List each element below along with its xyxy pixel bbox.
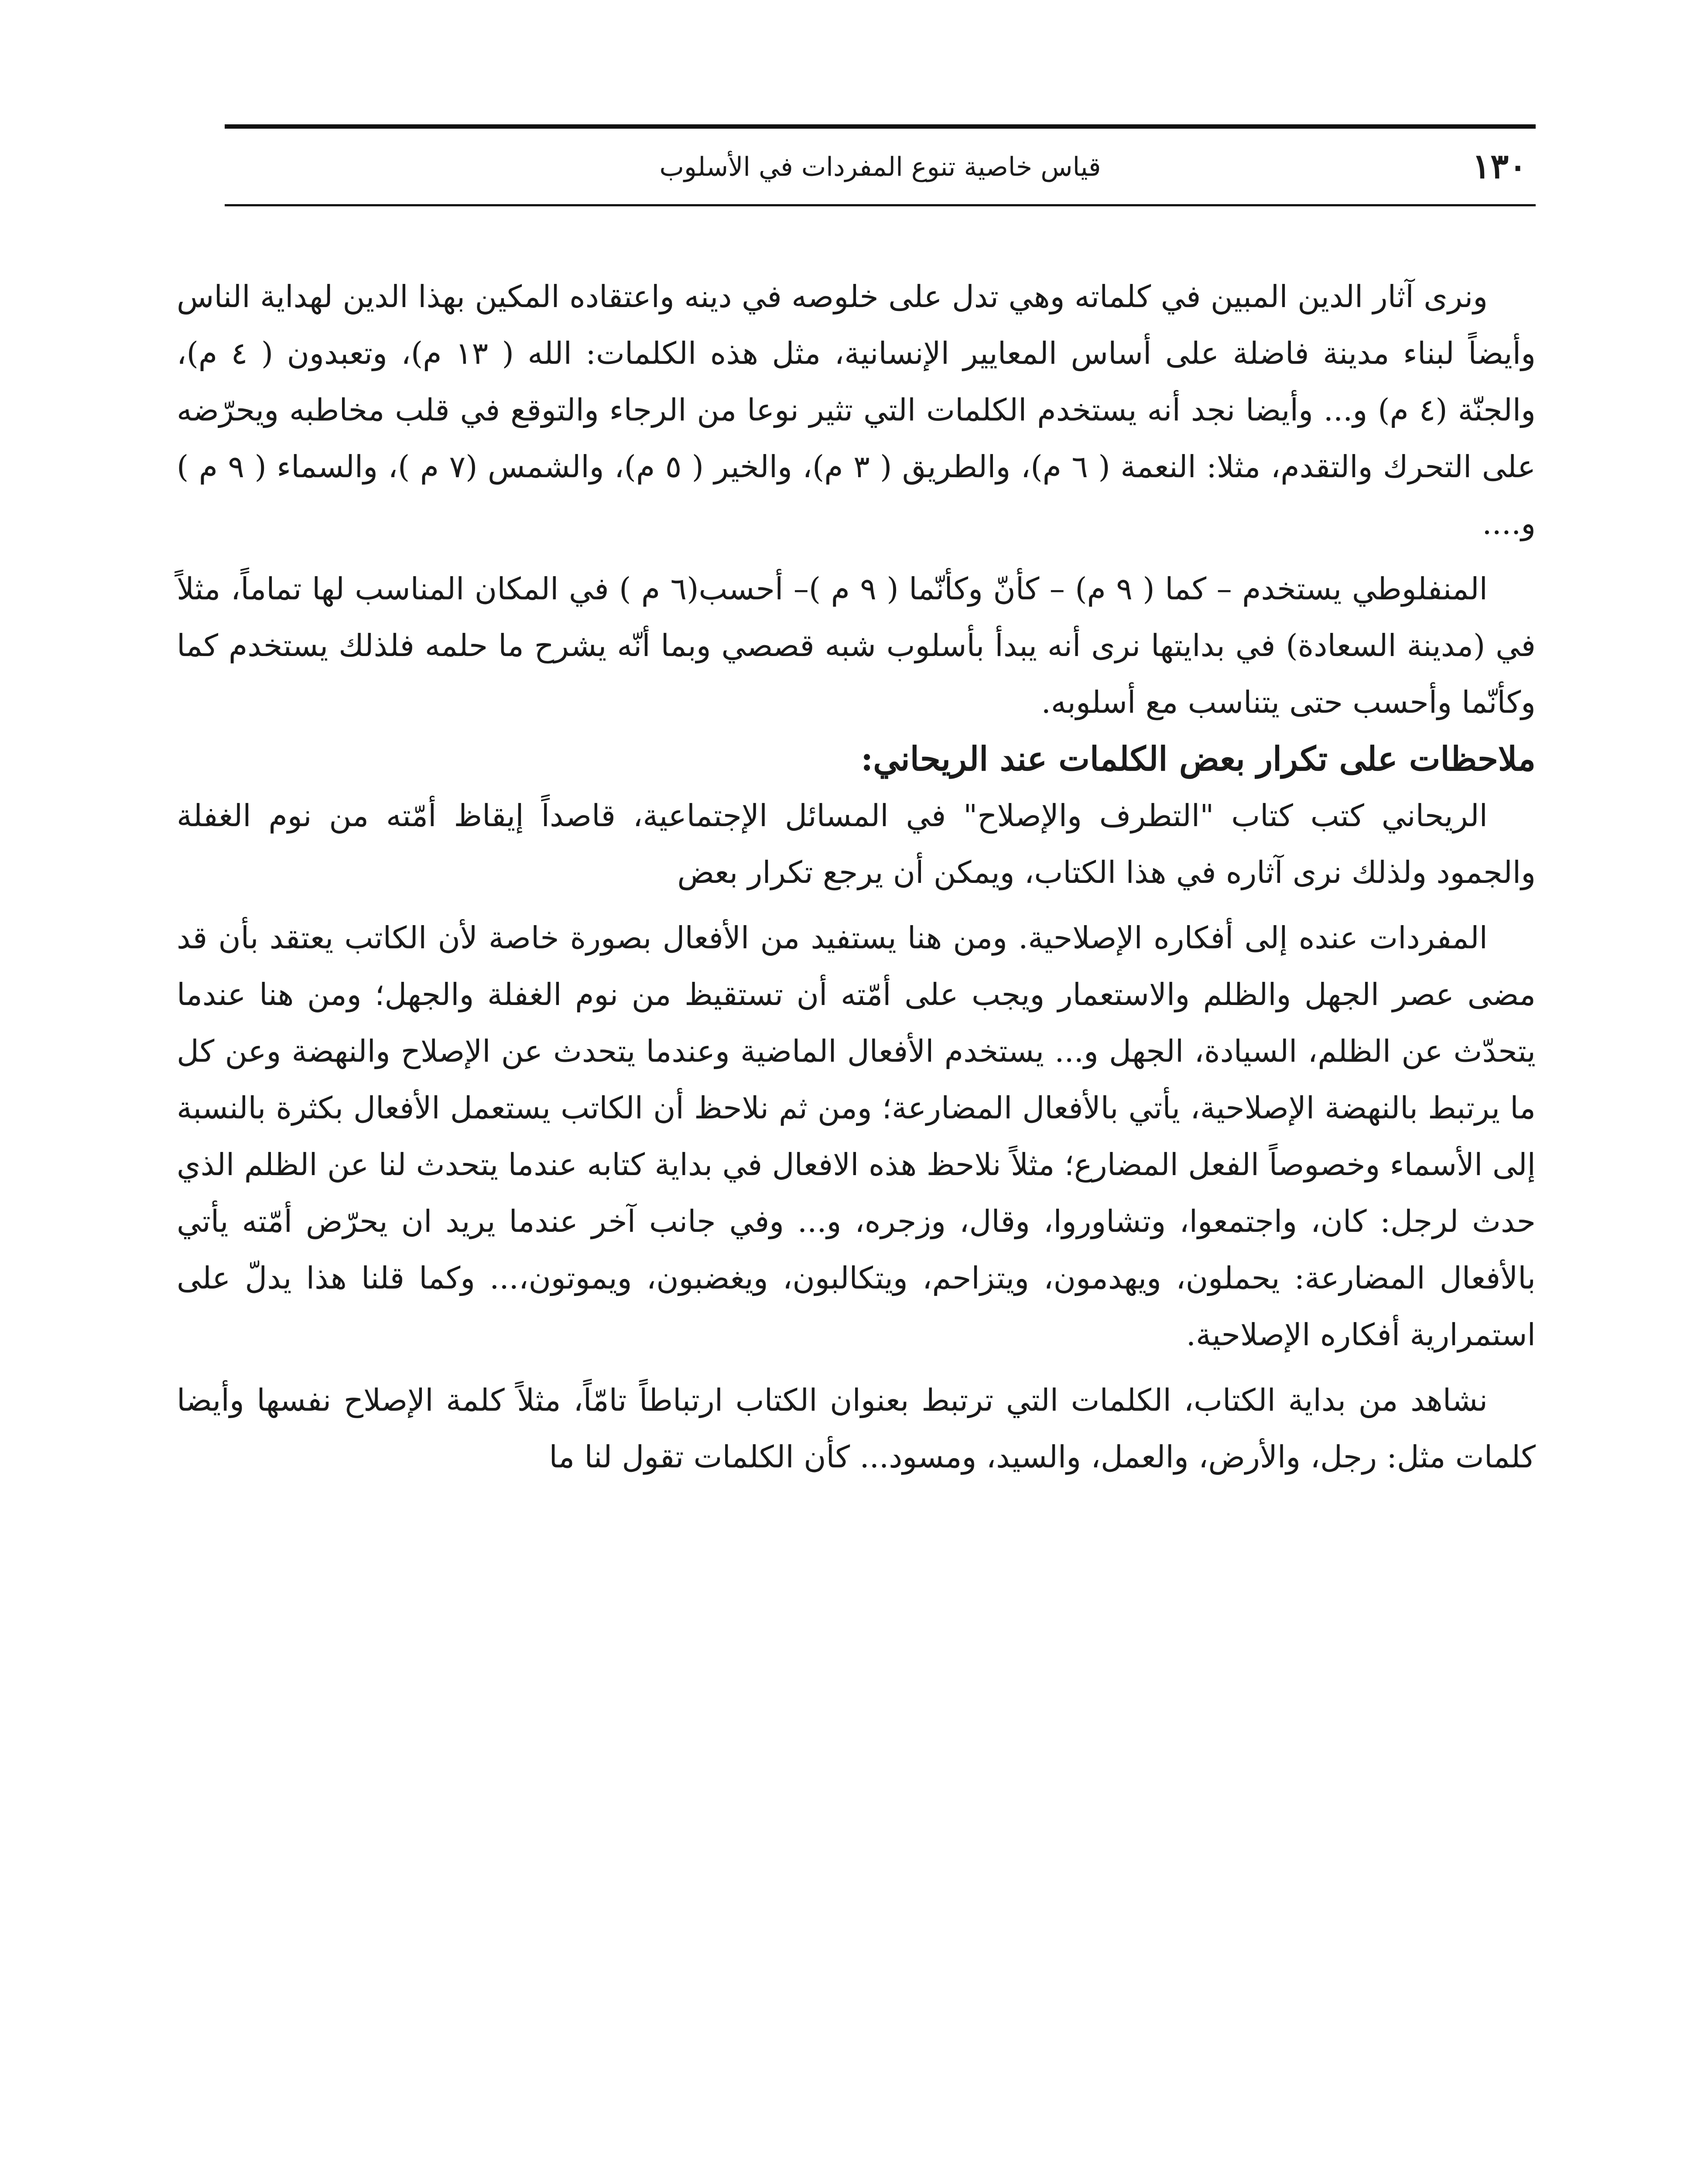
header-top-rule [225, 124, 1536, 129]
section-heading-rihani: ملاحظات على تكرار بعض الكلمات عند الريحاني: [861, 739, 1536, 778]
paragraph-manfaluti: المنفلوطي يستخدم – كما ( ٩ م) – كأنّ وكأنّما ( ٩ م )– أحسب(٦ م ) في المكان المناسب لها تماماً، مثلاً في (مدينة السعادة) في بدايتها نرى أنه يبدأ بأسلوب شبه قصصي وبما أنّه يشرح ما حلمه فلذلك يستخدم كما وكأنّما وأحسب حتى يتناسب مع أسلوبه. [177, 571, 1536, 720]
paragraph-religious-words: ونرى آثار الدين المبين في كلماته وهي تدل على خلوصه في دينه واعتقاده المكين بهذا الدين لهداية الناس وأيضاً لبناء مدينة فاضلة على أساس المعايير الإنسانية، مثل هذه الكلمات: الله ( ١٣ م)، وتعبدون ( ٤ م)، والجنّة (٤ م) و... وأيضا نجد أنه يستخدم الكلمات التي تثير نوعا من الرجاء والتوقع في قلب مخاطبه ويحرّضه على التحرك والتقدم، مثلا: النعمة ( ٦ م)، والطريق ( ٣ م)، والخير ( ٥ م)، والشمس (٧ م )، والسماء ( ٩ م ) و.... [177, 279, 1536, 541]
running-title: قياس خاصية تنوع المفردات في الأسلوب [659, 152, 1101, 182]
page-body [177, 268, 1536, 1485]
page-number: ١٣٠ [1472, 147, 1527, 186]
page-header [225, 135, 1536, 201]
paragraph-rihani-intro: الريحاني كتب كتاب "التطرف والإصلاح" في المسائل الإجتماعية، قاصداً إيقاظ أمّته من نوم الغفلة والجمود ولذلك نرى آثاره في هذا الكتاب، ويمكن أن يرجع تكرار بعض [177, 798, 1536, 890]
paragraph-rihani-verbs: المفردات عنده إلى أفكاره الإصلاحية. ومن هنا يستفيد من الأفعال بصورة خاصة لأن الكاتب يعتقد بأن قد مضى عصر الجهل والظلم والاستعمار ويجب على أمّته أن تستقيظ من نوم الغفلة والجهل؛ ومن هنا عندما يتحدّث عن الظلم، السيادة، الجهل و... يستخدم الأفعال الماضية وعندما يتحدث عن الإصلاح والنهضة وعن كل ما يرتبط بالنهضة الإصلاحية، يأتي بالأفعال المضارعة؛ ومن ثم نلاحظ أن الكاتب يستعمل الأفعال بكثرة بالنسبة إلى الأسماء وخصوصاً الفعل المضارع؛ مثلاً نلاحظ هذه الافعال في بداية كتابه عندما يتحدث لنا عن الظلم الذي حدث لرجل: كان، واجتمعوا، وتشاوروا، وقال، وزجره، و... وفي جانب آخر عندما يريد ان يحرّض أمّته يأتي بالأفعال المضارعة: يحملون، ويهدمون، ويتزاحم، ويتكالبون، ويغضبون، ويموتون،... وكما قلنا هذا يدلّ على استمرارية أفكاره الإصلاحية. [177, 920, 1536, 1353]
header-bottom-rule [225, 204, 1536, 206]
paragraph-rihani-title-words: نشاهد من بداية الكتاب، الكلمات التي ترتبط بعنوان الكتاب ارتباطاً تامّاً، مثلاً كلمة الإصلاح نفسها وأيضا كلمات مثل: رجل، والأرض، والعمل، والسيد، ومسود... كأن الكلمات تقول لنا ما [177, 1382, 1536, 1475]
